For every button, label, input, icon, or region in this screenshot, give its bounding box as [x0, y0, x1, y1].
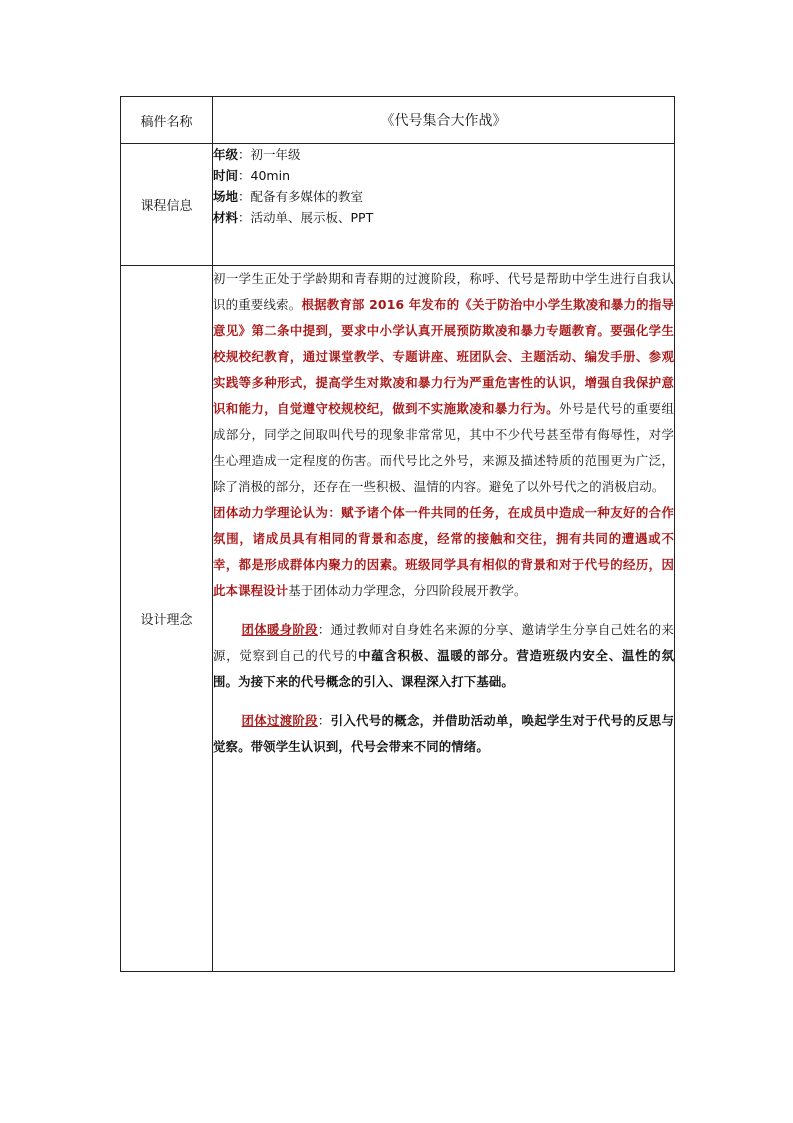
- label-manuscript-name: 稿件名称: [121, 97, 213, 144]
- venue-value: ：配备有多媒体的教室: [238, 189, 364, 204]
- p1-intro: 初一学生正处于学龄期和青春期的过渡阶段，称呼、代号是帮助中学生进行自我认识的重要线索。: [213, 271, 674, 312]
- p2-tail: 基于团体动力学理念，分四阶段展开教学。: [288, 583, 527, 598]
- materials-label: 材料: [213, 210, 239, 225]
- time-line: [213, 165, 674, 186]
- design-concept-content: [213, 266, 675, 972]
- label-design-concept: 设计理念: [121, 266, 213, 972]
- time-label: 时间: [213, 168, 239, 183]
- grade-label: 年级: [213, 147, 239, 162]
- p3-text: ：通过教师对自身姓名来源的分享、邀请学生分享自己姓名的来源，觉察到自己的代号的: [213, 622, 674, 663]
- concept-paragraph-1: [213, 266, 674, 500]
- p1-policy-text: 根据教育部 2016 年发布的《关于防治中小学生欺凌和暴力的指导意见》第二条中提到，要求中小学认真开展预防欺凌和暴力专题教育。要强化学生校规校纪教育，通过课堂教学、专题讲座、班团队会、主题活动、编发手册、参观实践等多种形式，提高学生对欺凌和暴力行为严重危害性的认识，增强自我保护意识和能力，自觉遵守校规校纪，做到不实施欺凌和暴力行为。: [213, 297, 674, 416]
- concept-paragraph-3: [213, 617, 674, 695]
- grade-line: [213, 144, 674, 165]
- label-course-info: 课程信息: [121, 144, 213, 266]
- p3-bold-text: 中蕴含积极、温暖的部分。营造班级内安全、温性的氛围。为接下来的代号概念的引入、课程深入打下基础。: [213, 648, 674, 689]
- grade-value: ：初一年级: [238, 147, 301, 162]
- lesson-plan-table: [120, 96, 675, 972]
- stage-warmup-heading: 团体暖身阶段: [241, 622, 318, 637]
- spacer: [213, 695, 674, 708]
- concept-paragraph-4: [213, 708, 674, 760]
- row-manuscript-name: [121, 97, 675, 144]
- p2-theory-text: 团体动力学理论认为：赋予诸个体一件共同的任务，在成员中造成一种友好的合作氛围，诸成员具有相同的背景和态度，经常的接触和交往，拥有共同的遭遇或不幸，都是形成群体内聚力的因素。班级同学具有相似的背景和对于代号的经历，因此本课程设计: [213, 505, 674, 598]
- venue-label: 场地: [213, 189, 239, 204]
- materials-value: ：活动单、展示板、PPT: [238, 210, 374, 225]
- course-info-content: [213, 144, 675, 266]
- row-design-concept: [121, 266, 675, 972]
- stage-transition-heading: 团体过渡阶段: [241, 713, 318, 728]
- manuscript-title: 《代号集合大作战》: [213, 97, 675, 144]
- venue-line: [213, 186, 674, 207]
- p4-bold-text: 引入代号的概念，并借助活动单，唤起学生对于代号的反思与觉察。带领学生认识到，代号会带来不同的情绪。: [213, 713, 674, 754]
- time-value: ：40min: [238, 168, 290, 183]
- p4-colon: ：: [317, 713, 331, 728]
- p1-nickname-text: 外号是代号的重要组成部分，同学之间取叫代号的现象非常常见，其中不少代号甚至带有侮辱性，对学生心理造成一定程度的伤害。而代号比之外号，来源及描述特质的范围更为广泛，除了消极的部分，还存在一些积极、温情的内容。避免了以外号代之的消极启动。: [213, 401, 674, 494]
- row-course-info: [121, 144, 675, 266]
- concept-paragraph-2: [213, 500, 674, 604]
- materials-line: [213, 207, 674, 228]
- spacer: [213, 604, 674, 617]
